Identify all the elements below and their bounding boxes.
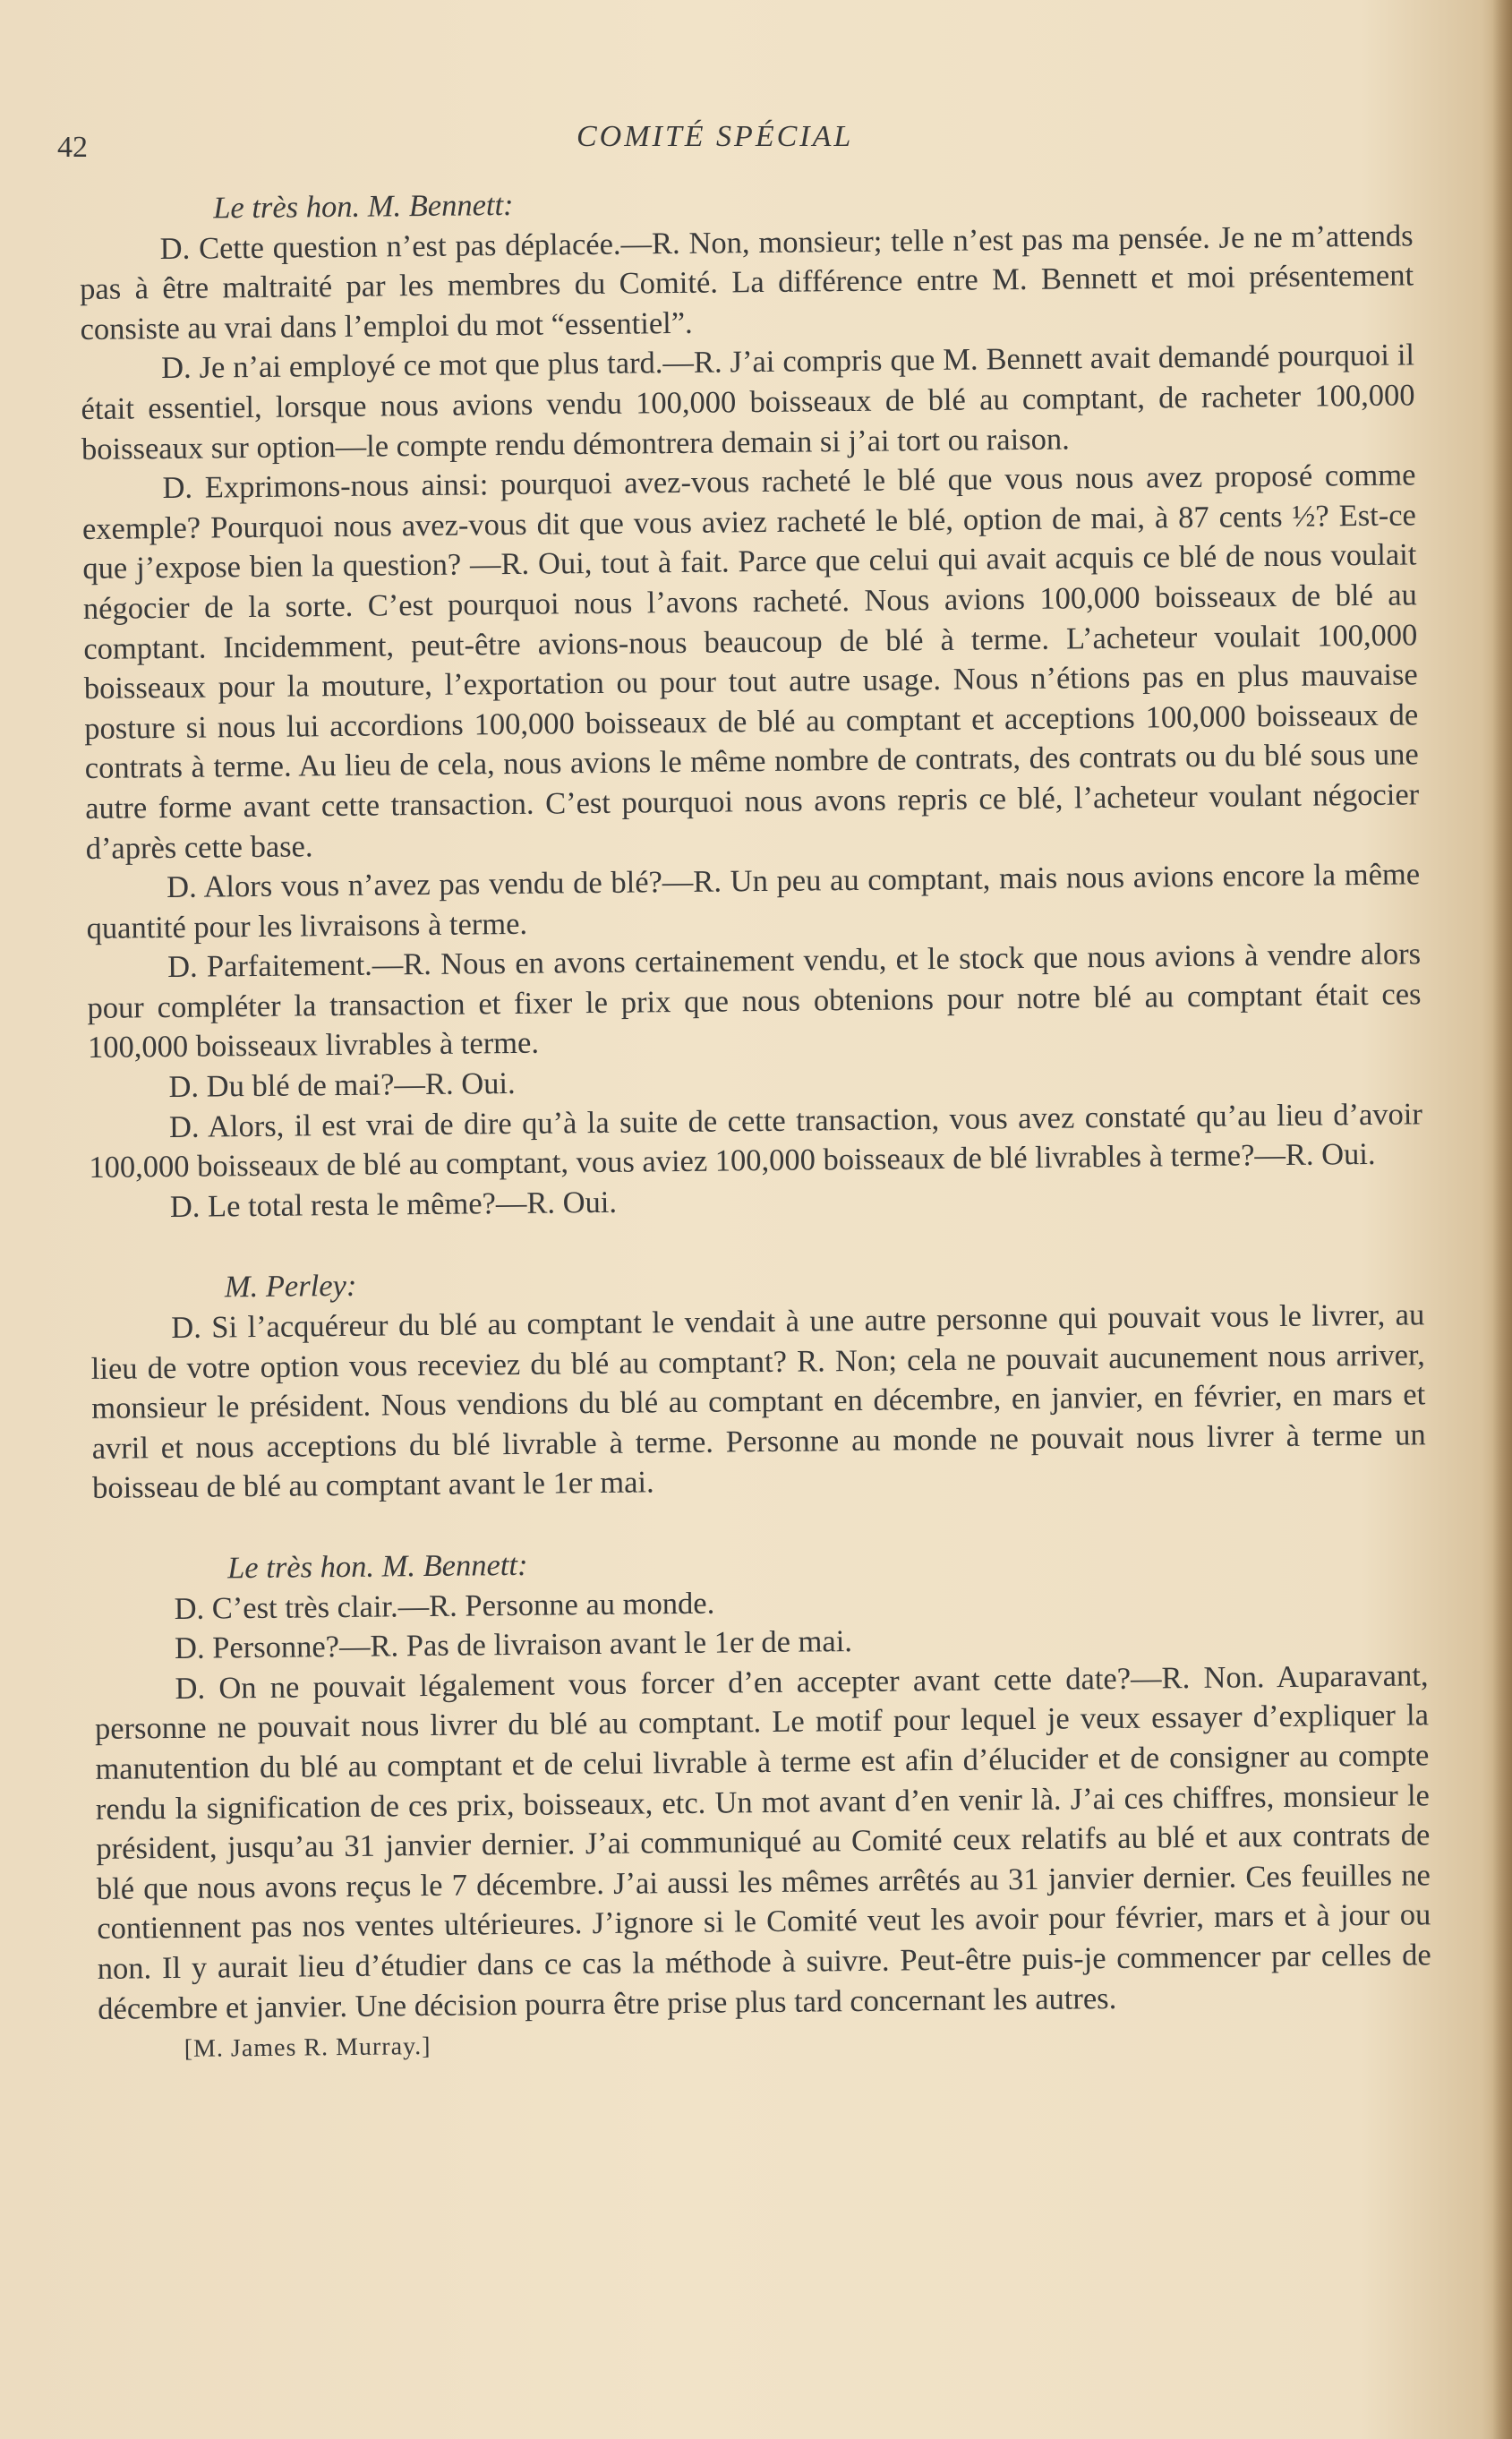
- paragraph: D. Alors, il est vrai de dire qu’à la suite de cette transaction, vous avez constaté qu’au lieu d’avoir 100,000 boisseaux de blé au comptant, vous aviez 100,000 boisseaux de blé livrables à terme?—R. Oui.: [89, 1096, 1423, 1185]
- paragraph: D. Cette question n’est pas déplacée.—R. Non, monsieur; telle n’est pas ma pensée. Je ne m’attends pas à être maltraité par les membres du Comité. La différence entre M. Bennett et moi présentement consiste au vrai dans l’emploi du mot “essentiel”.: [79, 218, 1414, 347]
- speaker-heading: Le très hon. M. Bennett:: [226, 1547, 528, 1586]
- page-edge-shadow: [1492, 0, 1512, 2439]
- paragraph: D. Je n’ai employé ce mot que plus tard.—R. J’ai compris que M. Bennett avait demandé pourquoi il était essentiel, lorsque nous avions vendu 100,000 boisseaux de blé au comptant, de racheter 100,000 boisseaux sur option—le compte rendu démontrera demain si j’ai tort ou raison.: [81, 338, 1415, 466]
- paragraph: D. Personne?—R. Pas de livraison avant le 1er de mai.: [174, 1624, 853, 1666]
- paragraph: D. Du blé de mai?—R. Oui.: [168, 1066, 516, 1105]
- paragraph: D. Exprimons-nous ainsi: pourquoi avez-vous racheté le blé que vous nous avez proposé comme exemple? Pourquoi nous avez-vous dit que vous aviez racheté le blé, option de mai, à 87 cents ½? Est-ce que j’expose bien la question? —R. Oui, tout à fait. Parce que celui qui avait acquis ce blé de nous voulait négocier de la sorte. C’est pourquoi nous l’avons racheté. Nous avions 100,000 boisseaux de blé au comptant. Incidemment, peut-être avions-nous beaucoup de blé à terme. L’acheteur voulait 100,000 boisseaux pour la mouture, l’exportation ou pour tout autre usage. Nous n’étions pas en plus mauvaise posture si nous lui accordions 100,000 boisseaux de blé au comptant et acceptions 100,000 boisseaux de contrats à terme. Au lieu de cela, nous avions le même nombre de contrats, des contrats ou du blé sous une autre forme avant cette transaction. C’est pourquoi nous avons repris ce blé, l’acheteur voulant négocier d’après cette base.: [81, 458, 1420, 866]
- speaker-heading: M. Perley:: [224, 1269, 357, 1305]
- running-head: COMITÉ SPÉCIAL: [577, 120, 854, 153]
- paragraph: D. Si l’acquéreur du blé au comptant le vendait à une autre personne qui pouvait vous le livrer, au lieu de votre option vous receviez du blé au comptant? R. Non; cela ne pouvait aucunement nous arriver, monsieur le président. Nous vendions du blé au comptant en décembre, en janvier, en février, en mars et avril et nous acceptions du blé livrable à terme. Personne au monde ne pouvait nous livrer à terme un boisseau de blé au comptant avant le 1er mai.: [90, 1297, 1426, 1506]
- page-header: [0, 116, 1512, 164]
- paragraph: D. Le total resta le même?—R. Oui.: [169, 1185, 618, 1224]
- paragraph: D. C’est très clair.—R. Personne au monde.: [174, 1586, 715, 1626]
- speaker-heading: Le très hon. M. Bennett:: [213, 187, 514, 226]
- paragraph: D. On ne pouvait légalement vous forcer d’en accepter avant cette date?—R. Non. Auparavant, personne ne pouvait nous livrer du blé au comptant. Le motif pour lequel je veux essayer d’expliquer la manutention du blé au comptant et de celui livrable à terme est afin d’élucider et de consigner au compte rendu la signification de ces prix, boisseaux, etc. Un mot avant d’en venir là. J’ai ces chiffres, monsieur le président, jusqu’au 31 janvier dernier. J’ai communiqué au Comité ceux relatifs au blé et aux contrats de blé que nous avons reçus le 7 décembre. J’ai aussi les mêmes arrêtés au 31 janvier dernier. Ces feuilles ne contiennent pas nos ventes ultérieures. J’ignore si le Comité veut les avoir pour février, mars et à jour ou non. Il y aurait lieu d’étudier dans ce cas la méthode à suivre. Peut-être puis-je commencer par celles de décembre et janvier. Une décision pourra être prise plus tard concernant les autres.: [94, 1658, 1431, 2026]
- paragraph: D. Alors vous n’avez pas vendu de blé?—R. Un peu au comptant, mais nous avions encore la même quantité pour les livraisons à terme.: [86, 857, 1421, 946]
- witness-note: [M. James R. Murray.]: [184, 2032, 431, 2064]
- document-body: [79, 175, 1432, 2070]
- page-number: 42: [57, 131, 88, 164]
- paragraph: D. Parfaitement.—R. Nous en avons certainement vendu, et le stock que nous avions à vendre alors pour compléter la transaction et fixer le prix que nous obtenions pour notre blé au comptant était ces 100,000 boisseaux livrables à terme.: [87, 937, 1422, 1065]
